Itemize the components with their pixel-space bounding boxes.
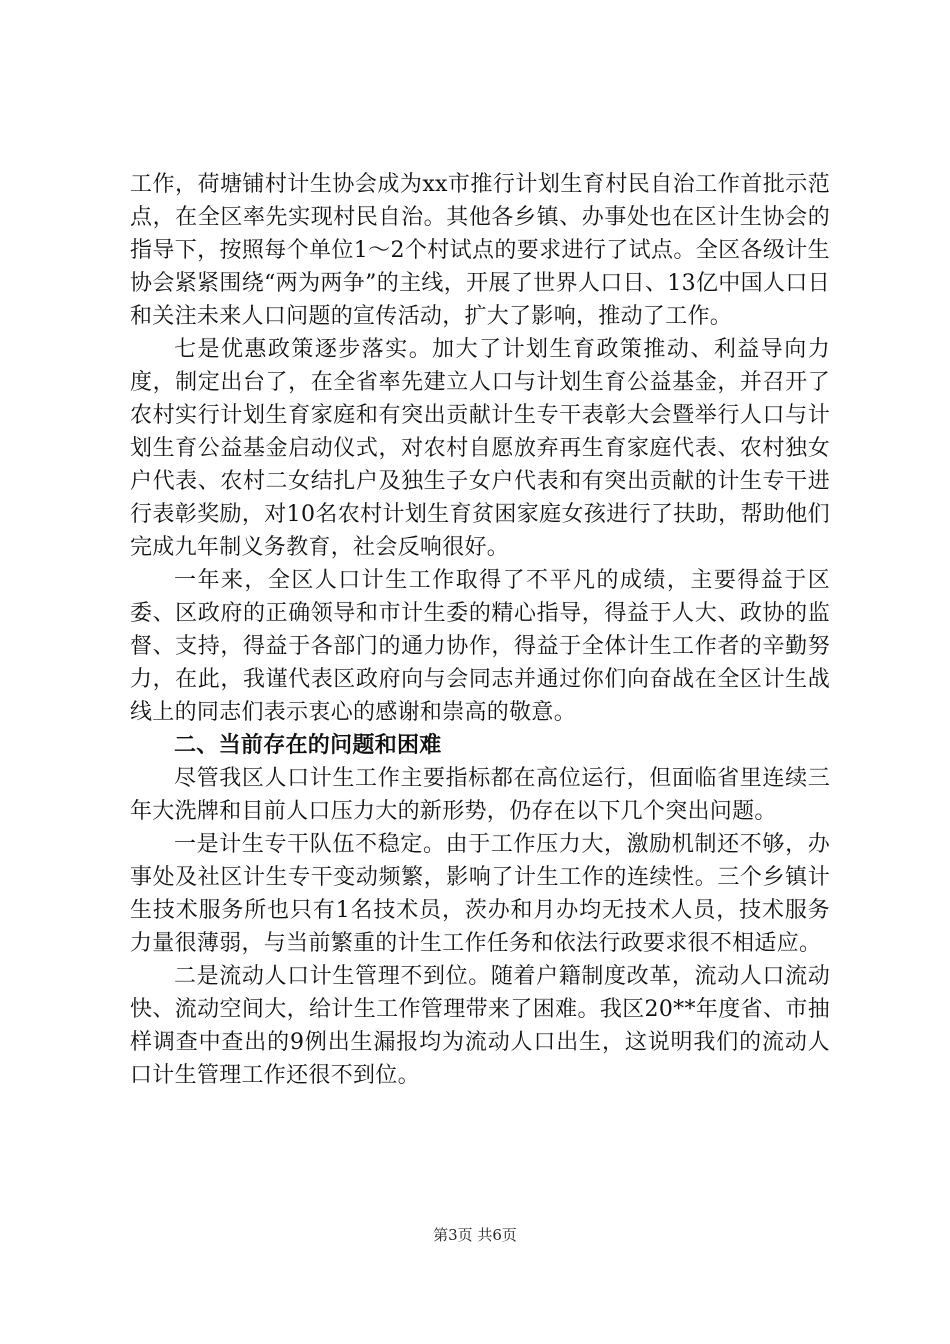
paragraph-preferential-policy: 七是优惠政策逐步落实。加大了计划生育政策推动、利益导向力度，制定出台了，在全省率先建立人口与计划生育公益基金，并召开了农村实行计划生育家庭和有突出贡献计生专干表彰大会暨举行人口与计划生育公益基金启动仪式，对农村自愿放弃再生育家庭代表、农村独女户代表、农村二女结扎户及独生子女户代表和有突出贡献的计生专干进行表彰奖励，对10名农村计划生育贫困家庭女孩进行了扶助，帮助他们完成九年制义务教育，社会反响很好。: [130, 337, 830, 560]
section-heading: 二、当前存在的问题和困难: [174, 733, 442, 758]
paragraph-problem-one: 一是计生专干队伍不稳定。由于工作压力大，激励机制还不够，办事处及社区计生专干变动频繁，影响了计生工作的连续性。三个乡镇计生技术服务所也只有1名技术员，茨办和月办均无技术人员，技术服务力量很薄弱，与当前繁重的计生工作任务和依法行政要求很不相适应。: [130, 832, 830, 956]
document-body: [130, 168, 830, 1092]
page-number-footer: 第3页 共6页: [433, 1226, 517, 1244]
paragraph-problems-intro: 尽管我区人口计生工作主要指标都在高位运行，但面临省里连续三年大洗牌和目前人口压力大的新形势，仍存在以下几个突出问题。: [130, 766, 830, 824]
paragraph-year-summary: 一年来，全区人口计生工作取得了不平凡的成绩，主要得益于区委、区政府的正确领导和市计生委的精心指导，得益于人大、政协的监督、支持，得益于各部门的通力协作，得益于全体计生工作者的辛勤努力，在此，我谨代表区政府向与会同志并通过你们向奋战在全区计生战线上的同志们表示衷心的感谢和崇高的敬意。: [130, 568, 830, 725]
paragraph-problem-two: 二是流动人口计生管理不到位。随着户籍制度改革，流动人口流动快、流动空间大，给计生工作管理带来了困难。我区20**年度省、市抽样调查中查出的9例出生漏报均为流动人口出生，这说明我们的流动人口计生管理工作还很不到位。: [130, 964, 830, 1088]
paragraph-continuation: 工作，荷塘铺村计生协会成为xx市推行计划生育村民自治工作首批示范点，在全区率先实现村民自治。其他各乡镇、办事处也在区计生协会的指导下，按照每个单位1～2个村试点的要求进行了试点。全区各级计生协会紧紧围绕“两为两争”的主线，开展了世界人口日、13亿中国人口日和关注未来人口问题的宣传活动，扩大了影响，推动了工作。: [130, 172, 830, 329]
